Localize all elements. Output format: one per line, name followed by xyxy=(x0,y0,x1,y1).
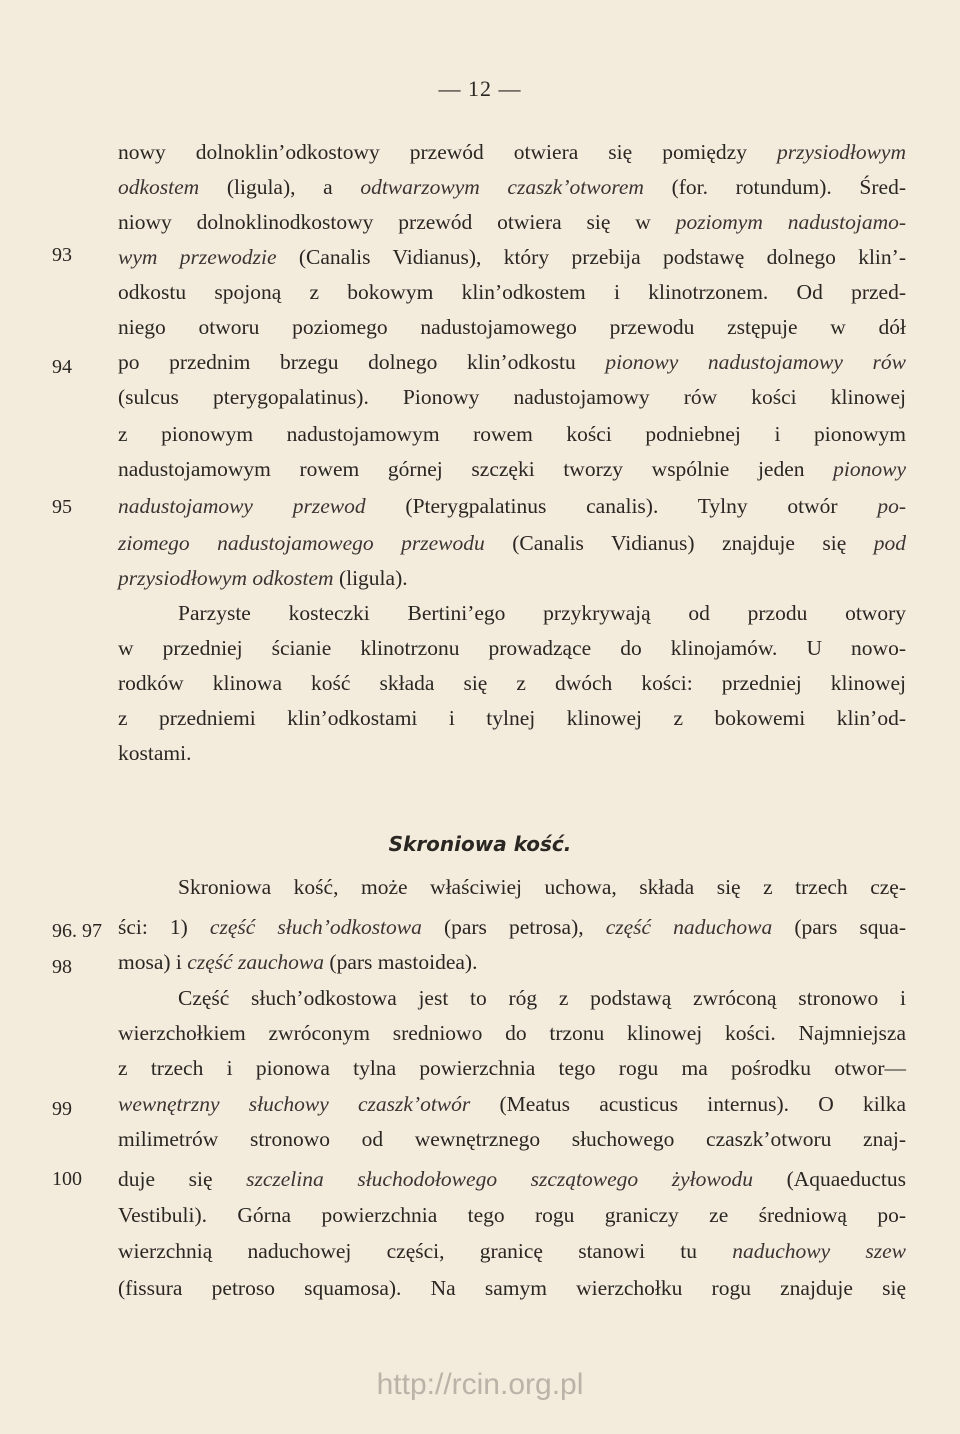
italic-term: przysiodłowym odkostem xyxy=(118,566,334,590)
text-line xyxy=(118,491,906,521)
text-run: Część słuch’odkostowa jest to róg z podstawą zwróconą stronowo i xyxy=(178,986,906,1010)
text-line xyxy=(118,738,906,768)
margin-note: 99 xyxy=(52,1098,72,1120)
margin-note: 96. 97 xyxy=(52,920,102,942)
text-run: (pars mastoidea). xyxy=(324,950,478,974)
italic-term: ziomego nadustojamowego przewodu xyxy=(118,531,485,555)
text-line xyxy=(118,419,906,449)
italic-term: część słuch’odkostowa xyxy=(209,915,422,939)
text-line xyxy=(118,912,906,942)
text-run: niowy dolnoklinodkostowy przewód otwiera się w xyxy=(118,210,676,234)
text-run: (sulcus pterygopalatinus). Pionowy nadustojamowy rów kości klinowej xyxy=(118,385,906,409)
text-run: z trzech i pionowa tylna powierzchnia tego rogu ma pośrodku otwor— xyxy=(118,1056,906,1080)
text-line xyxy=(118,207,906,237)
text-run: odkostu spojoną z bokowym klin’odkostem i klinotrzonem. Od przed- xyxy=(118,280,906,304)
text-run: niego otworu poziomego nadustojamowego przewodu zstępuje w dół xyxy=(118,315,906,339)
text-run: mosa) i xyxy=(118,950,188,974)
text-run: wierzchołkiem zwróconym sredniowo do trzonu klinowej kości. Najmniejsza xyxy=(118,1021,906,1045)
text-run: (Meatus acusticus internus). O kilka xyxy=(470,1092,907,1116)
text-line xyxy=(118,633,906,663)
text-run: z pionowym nadustojamowym rowem kości podniebnej i pionowym xyxy=(118,422,906,446)
text-line xyxy=(118,312,906,342)
text-run: (Canalis Vidianus), który przebija podstawę dolnego klin’- xyxy=(276,245,906,269)
text-run: ści: 1) xyxy=(118,915,210,939)
italic-term: wym przewodzie xyxy=(118,245,277,269)
text-line xyxy=(118,563,906,593)
italic-term: po- xyxy=(877,494,906,518)
text-line xyxy=(118,1124,906,1154)
text-run: wierzchnią naduchowej części, granicę stanowi tu xyxy=(118,1239,733,1263)
italic-term: naduchowy szew xyxy=(732,1239,907,1263)
text-line xyxy=(118,137,906,167)
text-line xyxy=(118,277,906,307)
text-run: po przednim brzegu dolnego klin’odkostu xyxy=(118,350,606,374)
text-run: (Pterygpalatinus canalis). Tylny otwór xyxy=(365,494,878,518)
text-line xyxy=(118,454,906,484)
text-run: (Aquaeductus xyxy=(752,1167,906,1191)
text-line xyxy=(118,242,906,272)
text-line xyxy=(118,1089,906,1119)
italic-term: wewnętrzny słuchowy czaszk’otwór xyxy=(118,1092,471,1116)
text-line xyxy=(118,382,906,412)
text-line xyxy=(118,1273,906,1303)
text-run: rodków klinowa kość składa się z dwóch kości: przedniej klinowej xyxy=(118,671,906,695)
margin-note: 98 xyxy=(52,956,72,978)
italic-term: część zauchowa xyxy=(187,950,325,974)
text-run: Vestibuli). Górna powierzchnia tego rogu graniczy ze średniową po- xyxy=(118,1203,906,1227)
italic-term: pionowy xyxy=(833,457,906,481)
text-line xyxy=(118,528,906,558)
text-run: Skroniowa kość, może właściwiej uchowa, składa się z trzech czę- xyxy=(178,875,906,899)
margin-note: 95 xyxy=(52,496,72,518)
italic-term: nadustojamowy przewod xyxy=(118,494,366,518)
text-line xyxy=(118,172,906,202)
text-run: (pars petrosa), xyxy=(421,915,606,939)
text-run: w przedniej ścianie klinotrzonu prowadzące do klinojamów. U nowo- xyxy=(118,636,906,660)
italic-term: pionowy nadustojamowy rów xyxy=(605,350,906,374)
text-run: Parzyste kosteczki Bertini’ego przykrywają od przodu otwory xyxy=(178,601,906,625)
italic-term: część naduchowa xyxy=(605,915,773,939)
italic-term: przysiodłowym xyxy=(777,140,906,164)
text-run: kostami. xyxy=(118,741,192,765)
text-run: z przedniemi klin’odkostami i tylnej klinowej z bokowemi klin’od- xyxy=(118,706,906,730)
text-line xyxy=(118,1018,906,1048)
margin-note: 100 xyxy=(52,1168,82,1190)
text-run: (Canalis Vidianus) znajduje się xyxy=(484,531,874,555)
text-run: milimetrów stronowo od wewnętrznego słuchowego czaszk’otworu znaj- xyxy=(118,1127,906,1151)
section-title: Skroniowa kość. xyxy=(388,832,572,856)
italic-term: odtwarzowym czaszk’otworem xyxy=(360,175,644,199)
italic-term: pod xyxy=(873,531,906,555)
text-run: (for. rotundum). Śred- xyxy=(643,175,906,199)
text-run: (pars squa- xyxy=(772,915,906,939)
text-line xyxy=(118,947,906,977)
text-line xyxy=(118,703,906,733)
italic-term: odkostem xyxy=(118,175,200,199)
text-line xyxy=(178,983,906,1013)
text-run: nadustojamowym rowem górnej szczęki tworzy wspólnie jeden xyxy=(118,457,834,481)
text-line xyxy=(118,1053,906,1083)
text-run: duje się xyxy=(118,1167,247,1191)
text-line xyxy=(118,347,906,377)
italic-term: szczelina słuchodołowego szczątowego żyłowodu xyxy=(246,1167,753,1191)
text-line xyxy=(118,1164,906,1194)
source-watermark: http://rcin.org.pl xyxy=(376,1368,584,1401)
text-line xyxy=(118,1200,906,1230)
margin-note: 94 xyxy=(52,356,72,378)
italic-term: poziomym nadustojamo- xyxy=(675,210,906,234)
text-line xyxy=(118,1236,906,1266)
page-number: — 12 — xyxy=(438,76,522,101)
text-run: (fissura petroso squamosa). Na samym wierzchołku rogu znajduje się xyxy=(118,1276,906,1300)
text-line xyxy=(178,872,906,902)
text-line xyxy=(178,598,906,628)
text-run: (ligula). xyxy=(333,566,408,590)
text-run: nowy dolnoklin’odkostowy przewód otwiera się pomiędzy xyxy=(118,140,777,164)
margin-note: 93 xyxy=(52,244,72,266)
text-run: (ligula), a xyxy=(199,175,361,199)
text-line xyxy=(118,668,906,698)
